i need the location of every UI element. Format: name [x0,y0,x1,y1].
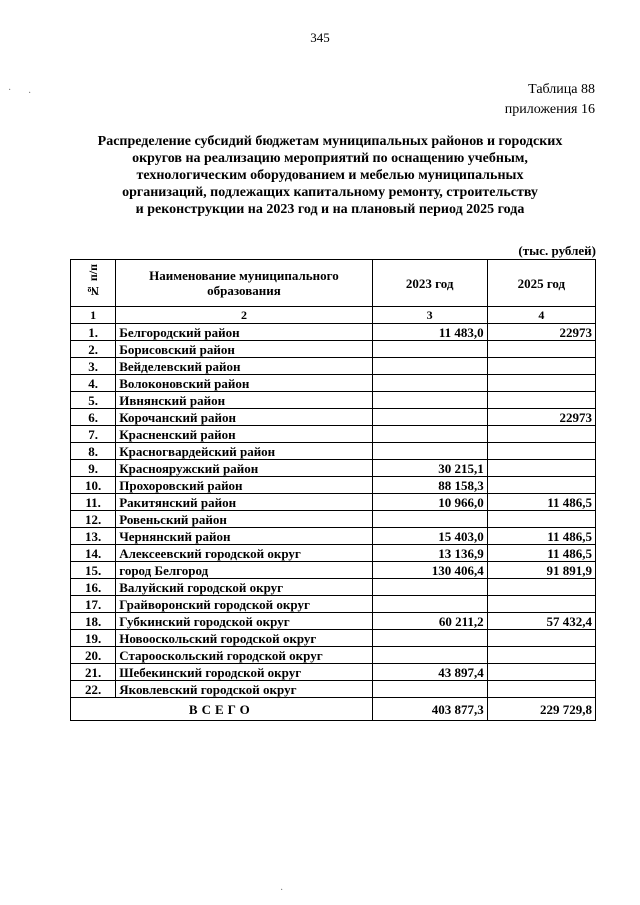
table-row [71,562,596,579]
row-value-2023 [372,511,487,528]
row-value-2023: 60 211,2 [372,613,487,630]
row-name: Яковлевский городской округ [116,681,372,698]
row-name: Старооскольский городской округ [116,647,372,664]
table-ref-line2: приложения 16 [504,102,595,117]
table-row [71,630,596,647]
row-value-2023: 11 483,0 [372,324,487,341]
row-value-2025: 22973 [487,409,595,426]
table-row [71,460,596,477]
row-number: 4. [71,375,116,392]
row-name: Корочанский район [116,409,372,426]
table-row [71,579,596,596]
row-value-2025 [487,358,595,375]
row-value-2023: 30 215,1 [372,460,487,477]
table-row [71,375,596,392]
title-line3: технологическим оборудованием и мебелью муниципальных [136,168,524,183]
table-row [71,613,596,630]
row-name: Ивнянский район [116,392,372,409]
row-value-2025 [487,426,595,443]
total-row [71,698,596,721]
row-value-2023 [372,579,487,596]
page-number: 345 [310,30,330,45]
row-name: Прохоровский район [116,477,372,494]
row-value-2023 [372,681,487,698]
row-name: Новооскольский городской округ [116,630,372,647]
scan-speck: · [28,88,32,99]
row-name: Волоконовский район [116,375,372,392]
header-2025: 2025 год [487,260,595,307]
row-value-2023 [372,443,487,460]
column-number: 3 [372,307,487,324]
row-value-2025 [487,392,595,409]
row-name: Губкинский городской округ [116,613,372,630]
row-name: Алексеевский городской округ [116,545,372,562]
row-name: Валуйский городской округ [116,579,372,596]
row-value-2025: 11 486,5 [487,494,595,511]
table-row [71,664,596,681]
total-2025: 229 729,8 [487,698,595,721]
table-row [71,409,596,426]
row-number: 10. [71,477,116,494]
header-2023: 2023 год [372,260,487,307]
column-number: 4 [487,307,595,324]
row-name: Ровеньский район [116,511,372,528]
row-name: Вейделевский район [116,358,372,375]
row-value-2023: 10 966,0 [372,494,487,511]
table-row [71,477,596,494]
row-value-2025: 11 486,5 [487,545,595,562]
title-line4: организаций, подлежащих капитальному ремонту, строительству [122,185,538,200]
row-number: 8. [71,443,116,460]
table-reference [380,80,595,120]
row-number: 3. [71,358,116,375]
row-value-2023 [372,341,487,358]
row-value-2023: 88 158,3 [372,477,487,494]
table-row [71,647,596,664]
table-row [71,545,596,562]
table-row [71,596,596,613]
row-name: город Белгород [116,562,372,579]
row-number: 15. [71,562,116,579]
row-number: 9. [71,460,116,477]
row-value-2023 [372,596,487,613]
header-name-line2: образования [207,283,281,298]
row-number: 7. [71,426,116,443]
row-value-2025 [487,341,595,358]
document-title [60,133,600,218]
row-value-2023 [372,358,487,375]
row-value-2025: 22973 [487,324,595,341]
row-value-2025 [487,596,595,613]
row-value-2025: 91 891,9 [487,562,595,579]
table-row [71,392,596,409]
row-name: Ракитянский район [116,494,372,511]
table-row [71,426,596,443]
row-value-2025 [487,647,595,664]
row-value-2023: 15 403,0 [372,528,487,545]
row-value-2025 [487,579,595,596]
table-row [71,681,596,698]
row-number: 17. [71,596,116,613]
header-name-line1: Наименование муниципального [149,268,339,283]
row-value-2025 [487,443,595,460]
row-name: Борисовский район [116,341,372,358]
column-number-row [71,307,596,324]
row-name: Белгородский район [116,324,372,341]
row-value-2025 [487,630,595,647]
table-row [71,358,596,375]
row-number: 12. [71,511,116,528]
row-value-2025 [487,477,595,494]
table-row [71,528,596,545]
column-number: 2 [116,307,372,324]
title-line1: Распределение субсидий бюджетам муниципальных районов и городских [97,134,563,149]
row-number: 22. [71,681,116,698]
row-number: 6. [71,409,116,426]
row-value-2023: 130 406,4 [372,562,487,579]
scan-speck: · [8,85,12,96]
row-name: Чернянский район [116,528,372,545]
row-number: 18. [71,613,116,630]
table-row [71,443,596,460]
row-value-2025 [487,681,595,698]
row-name: Грайворонский городской округ [116,596,372,613]
subsidies-table [70,259,596,721]
total-label: ВСЕГО [71,698,373,721]
units-note: (тыс. рублей) [518,243,596,258]
row-value-2025: 57 432,4 [487,613,595,630]
row-number: 16. [71,579,116,596]
row-name: Краснояружский район [116,460,372,477]
row-name: Красненский район [116,426,372,443]
table-body [71,307,596,698]
table-ref-line1: Таблица 88 [528,82,595,97]
row-number: 14. [71,545,116,562]
row-value-2023: 13 136,9 [372,545,487,562]
row-number: 2. [71,341,116,358]
scan-speck: · [280,885,284,896]
row-name: Красногвардейский район [116,443,372,460]
row-number: 20. [71,647,116,664]
row-value-2023 [372,375,487,392]
row-name: Шебекинский городской округ [116,664,372,681]
row-value-2025 [487,664,595,681]
table-row [71,324,596,341]
row-number: 1. [71,324,116,341]
header-name [116,260,372,307]
row-number: 5. [71,392,116,409]
row-value-2025: 11 486,5 [487,528,595,545]
row-value-2025 [487,511,595,528]
row-value-2025 [487,375,595,392]
title-line2: округов на реализацию мероприятий по оснащению учебным, [132,151,528,166]
row-number: 11. [71,494,116,511]
table-row [71,341,596,358]
row-value-2023 [372,409,487,426]
row-value-2025 [487,460,595,477]
column-number: 1 [71,307,116,324]
row-value-2023 [372,630,487,647]
row-value-2023 [372,647,487,664]
title-line5: и реконструкции на 2023 год и на плановый период 2025 года [135,202,525,217]
row-value-2023 [372,426,487,443]
row-value-2023 [372,392,487,409]
table-row [71,511,596,528]
table-row [71,494,596,511]
header-row [71,260,596,307]
header-num: № п/п [71,260,116,307]
row-number: 13. [71,528,116,545]
row-number: 19. [71,630,116,647]
row-number: 21. [71,664,116,681]
total-2023: 403 877,3 [372,698,487,721]
row-value-2023: 43 897,4 [372,664,487,681]
